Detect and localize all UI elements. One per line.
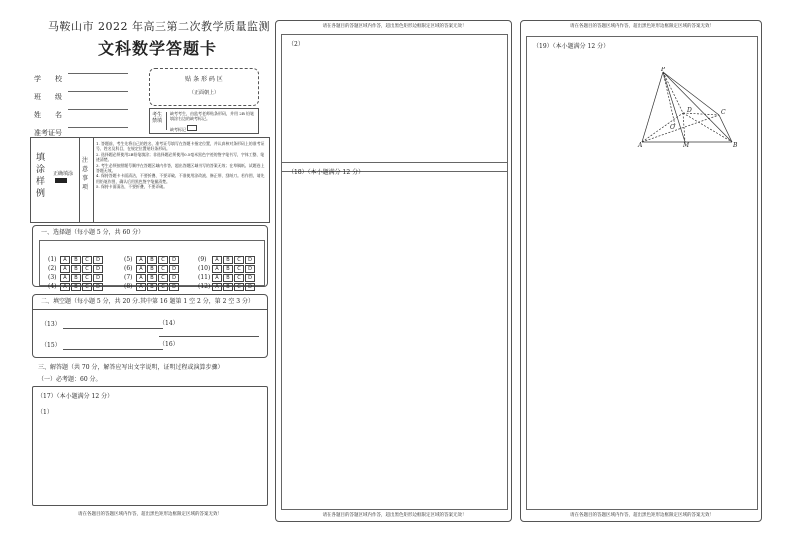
option-a[interactable]: A	[136, 265, 146, 273]
blank-label: （16）	[159, 341, 179, 348]
note-item: 1. 答题前，考生先将自己的姓名、准考证号填写在答题卡指定位置，并认真核对条形码上的准考证号、姓名及科目，在规定位置贴好条形码。	[96, 141, 265, 152]
label-c: C	[721, 109, 726, 116]
divider	[33, 309, 267, 310]
option-c[interactable]: C	[234, 256, 244, 264]
q17-label: （17）（本小题满分 12 分）	[37, 393, 114, 400]
option-d[interactable]: D	[245, 283, 255, 291]
info-label: 班 级	[34, 93, 62, 101]
choice-row[interactable]	[124, 273, 180, 290]
option-a[interactable]: A	[212, 265, 222, 273]
choice-row[interactable]	[198, 246, 256, 263]
fill-correct-label: 正确填涂	[53, 171, 74, 177]
q17-part-label: （1）	[37, 409, 53, 416]
option-c[interactable]: C	[82, 265, 92, 273]
option-c[interactable]: C	[158, 256, 168, 264]
blank-line[interactable]	[159, 349, 259, 358]
q-num: (12)	[198, 283, 211, 290]
q-num: (6)	[124, 265, 133, 272]
option-b[interactable]: B	[223, 265, 233, 273]
barcode-title: 贴 条 形 码 区	[185, 76, 223, 83]
option-a[interactable]: A	[212, 283, 222, 291]
q18-label: （18）（本小题满分 12 分）	[288, 169, 365, 176]
option-d[interactable]: D	[93, 274, 103, 282]
option-a[interactable]: A	[136, 283, 146, 291]
fill-sample-label: 填涂样例	[36, 153, 46, 199]
option-b[interactable]: B	[223, 256, 233, 264]
label-o: O	[670, 124, 675, 131]
answer-area-19[interactable]	[526, 36, 758, 510]
q-num: (5)	[124, 256, 133, 263]
blank-16[interactable]	[159, 341, 267, 358]
option-b[interactable]: B	[71, 265, 81, 273]
warning-text: 请在各题目的答题区域内作答，超出黑色矩形边框限定区域的答案无效！	[570, 513, 714, 518]
choice-col-1	[48, 246, 104, 290]
info-label: 姓 名	[34, 111, 62, 119]
option-d[interactable]: D	[245, 265, 255, 273]
answer-area-17[interactable]	[32, 386, 268, 506]
info-line	[68, 127, 128, 128]
option-c[interactable]: C	[234, 274, 244, 282]
option-b[interactable]: B	[71, 274, 81, 282]
choice-row[interactable]	[48, 273, 104, 290]
label-m: M	[683, 142, 690, 147]
warning-text: 请在各题目的答题区域内作答，超出黑色矩形边框限定区域的答案无效！	[322, 513, 467, 518]
option-d[interactable]: D	[169, 283, 179, 291]
choice-col-2	[124, 246, 180, 290]
answer-column-3	[520, 20, 762, 522]
notes-title: 注意事项	[82, 157, 89, 191]
info-label: 准考证号	[34, 129, 62, 137]
option-a[interactable]: A	[212, 256, 222, 264]
option-b[interactable]: B	[147, 256, 157, 264]
absent-mark-label: 缺考标记	[170, 127, 186, 132]
q-num: (3)	[48, 274, 57, 281]
solve-subtitle: （一）必考题：60 分。	[38, 376, 102, 383]
absent-mark[interactable]	[170, 125, 197, 133]
option-b[interactable]: B	[71, 283, 81, 291]
option-d[interactable]: D	[93, 283, 103, 291]
sheet-title: 文科数学答题卡	[98, 39, 218, 58]
q-num: (11)	[198, 274, 211, 281]
answer-column-2	[275, 20, 512, 522]
option-a[interactable]: A	[136, 256, 146, 264]
info-fields	[34, 66, 144, 138]
absent-mark-box[interactable]	[187, 125, 197, 131]
q-num: (8)	[124, 283, 133, 290]
edge	[642, 72, 663, 142]
option-d[interactable]: D	[245, 256, 255, 264]
note-item: 2. 选择题必须使用2B铅笔填涂；非选择题必须使用0.5毫米黑色字迹的签字笔书写，字体工整、笔迹清楚。	[96, 151, 265, 163]
choice-row[interactable]	[48, 264, 104, 281]
q-num: (7)	[124, 274, 133, 281]
option-d[interactable]: D	[169, 265, 179, 273]
option-c[interactable]: C	[82, 256, 92, 264]
blank-label: （14）	[159, 320, 179, 327]
option-d[interactable]: D	[93, 256, 103, 264]
choice-title: 一、选择题（每小题 5 分，共 60 分）	[41, 229, 145, 236]
edge	[642, 113, 683, 142]
blank-label: （13）	[41, 321, 61, 328]
label-a: A	[638, 142, 643, 147]
q17-part2-label: （2）	[288, 41, 304, 48]
choice-row[interactable]	[124, 246, 180, 263]
choice-row[interactable]	[198, 255, 256, 272]
option-a[interactable]: A	[60, 256, 70, 264]
choice-section	[32, 225, 268, 290]
answer-area-17-2[interactable]	[281, 34, 508, 172]
option-a[interactable]: A	[136, 274, 146, 282]
label-d: D	[687, 107, 692, 114]
option-c[interactable]: C	[158, 274, 168, 282]
edge	[663, 72, 732, 142]
barcode-area[interactable]	[149, 68, 259, 106]
q19-label: （19）（本小题满分 12 分）	[533, 43, 610, 50]
note-item: 4. 保持答题卡卡面清洁，不要折叠、不要弄破、不准使用涂改液、修正带、刮纸刀。若作图，请先用铅笔作图，确认后用黑色签字笔描清楚。	[96, 173, 265, 184]
choice-col-3	[198, 246, 256, 290]
blank-line[interactable]	[159, 328, 259, 337]
answer-area-18[interactable]	[281, 162, 508, 510]
info-field-id[interactable]	[34, 120, 144, 138]
option-b[interactable]: B	[147, 265, 157, 273]
option-c[interactable]: C	[234, 283, 244, 291]
divider	[93, 138, 94, 222]
option-a[interactable]: A	[60, 274, 70, 282]
option-a[interactable]: A	[60, 265, 70, 273]
note-item: 5. 保持卡面清洁，不要折叠，不要弄破。	[96, 184, 168, 190]
option-a[interactable]: A	[212, 274, 222, 282]
option-c[interactable]: C	[82, 283, 92, 291]
option-b[interactable]: B	[147, 274, 157, 282]
option-b[interactable]: B	[223, 283, 233, 291]
edge	[663, 72, 685, 142]
option-c[interactable]: C	[82, 274, 92, 282]
fill-notes-box	[30, 137, 270, 223]
info-line	[68, 109, 128, 110]
divider	[79, 138, 80, 222]
info-line	[68, 91, 128, 92]
blank-section	[32, 294, 268, 358]
option-c[interactable]: C	[158, 265, 168, 273]
option-b[interactable]: B	[71, 256, 81, 264]
choice-row[interactable]	[124, 264, 180, 281]
q-num: (9)	[198, 256, 207, 263]
option-a[interactable]: A	[60, 283, 70, 291]
info-field-name[interactable]	[34, 102, 144, 120]
label-b: B	[733, 142, 738, 147]
label-p: P	[661, 67, 666, 73]
option-b[interactable]: B	[223, 274, 233, 282]
option-d[interactable]: D	[245, 274, 255, 282]
option-d[interactable]: D	[93, 265, 103, 273]
blank-15[interactable]	[41, 341, 163, 350]
pyramid-figure	[637, 67, 747, 147]
blank-13[interactable]	[41, 320, 163, 329]
option-b[interactable]: B	[147, 283, 157, 291]
option-d[interactable]: D	[169, 274, 179, 282]
info-field-class[interactable]	[34, 84, 144, 102]
option-c[interactable]: C	[158, 283, 168, 291]
blank-line[interactable]	[63, 320, 163, 329]
choice-grid	[39, 240, 265, 290]
choice-row[interactable]	[48, 255, 104, 272]
blank-label: （15）	[41, 342, 61, 349]
blank-14[interactable]	[159, 320, 267, 337]
option-c[interactable]: C	[234, 265, 244, 273]
absent-box	[149, 108, 259, 134]
choice-row[interactable]	[124, 255, 180, 272]
notes-list	[96, 141, 266, 219]
fill-sample-mark	[55, 178, 67, 183]
info-field-school[interactable]	[34, 66, 144, 84]
choice-row[interactable]	[48, 246, 104, 263]
info-line	[68, 73, 128, 74]
blank-line[interactable]	[63, 341, 163, 350]
warning-text: 请在各题目的答题区域内作答，超出黑色矩形边框限定区域的答案无效！	[570, 24, 714, 29]
option-d[interactable]: D	[169, 256, 179, 264]
q-num: (10)	[198, 265, 211, 272]
choice-row[interactable]	[198, 273, 256, 290]
barcode-note: （正面朝上）	[188, 90, 219, 96]
warning-text: 请在各题目的答题区域内作答，超出黑色矩形边框限定区域的答案无效！	[78, 512, 222, 517]
q-num: (2)	[48, 265, 57, 272]
blank-title: 二、填空题（每小题 5 分，共 20 分.其中第 16 题第 1 空 2 分，第 2 空 3 分）	[41, 298, 254, 305]
choice-row[interactable]	[198, 264, 256, 281]
warning-text: 请在各题目的答题区域内作答，超出黑色矩形边框限定区域的答案无效！	[322, 24, 467, 29]
solve-title: 三、解答题（共 70 分，解答应写出文字说明，证明过程或演算步骤）	[38, 364, 224, 371]
absent-text: 缺考考生，由监考老师贴条形码，并用 2B 铅笔填涂右边的缺考标记。	[170, 111, 255, 121]
absent-label: 考生禁填	[152, 112, 167, 130]
info-label: 学 校	[34, 75, 62, 83]
edge	[663, 72, 683, 113]
q-num: (1)	[48, 256, 57, 263]
q-num: (4)	[48, 283, 57, 290]
exam-title: 马鞍山市 2022 年高三第二次教学质量监测	[48, 20, 270, 33]
note-item: 3. 考生必须按照题号顺序在答题区域内作答，超出答题区域书写的答案无效；在草稿纸、试题卷上答题无效。	[96, 162, 265, 174]
